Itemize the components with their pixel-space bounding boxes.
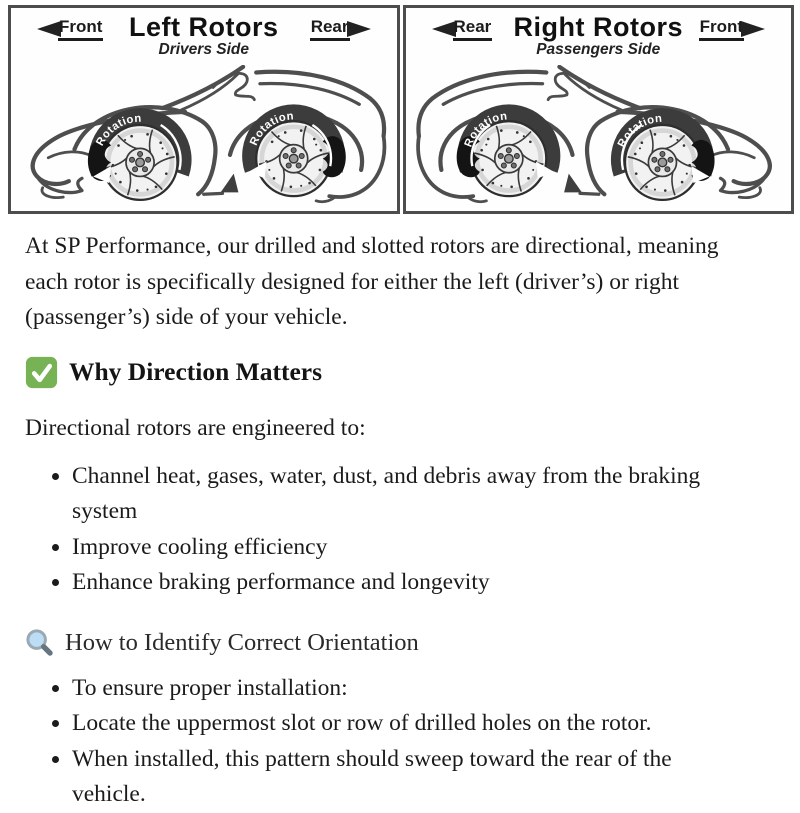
arrow-right-icon bbox=[741, 21, 765, 37]
rear-direction-label: Rear bbox=[310, 17, 371, 41]
rotation-label: Rotation bbox=[615, 112, 663, 150]
magnifying-glass-icon bbox=[25, 628, 55, 658]
left-panel-title: Left Rotors bbox=[129, 12, 279, 42]
heading-text: Why Direction Matters bbox=[69, 357, 323, 386]
lead-paragraph: Directional rotors are engineered to: bbox=[25, 414, 366, 441]
section-heading-why-direction-matters bbox=[25, 356, 760, 389]
front-direction-label: Front bbox=[699, 17, 765, 41]
list-item: • Improve cooling efficiency bbox=[72, 530, 722, 566]
rear-direction-label: Rear bbox=[432, 17, 493, 41]
article-body bbox=[25, 229, 760, 813]
left-rotors-panel bbox=[8, 5, 400, 214]
right-panel-header bbox=[406, 8, 792, 65]
heading-text: How to Identify Correct Orientation bbox=[65, 628, 419, 656]
left-car-illustration bbox=[11, 65, 397, 213]
right-panel-subtitle: Passengers Side bbox=[536, 41, 661, 59]
orientation-list bbox=[25, 671, 760, 813]
list-item: • Locate the uppermost slot or row of drilled holes on the rotor. bbox=[72, 706, 744, 742]
left-panel-subtitle: Drivers Side bbox=[158, 41, 249, 59]
rotation-label: Rotation bbox=[462, 110, 508, 149]
right-car-illustration bbox=[406, 65, 792, 213]
list-item: • Enhance braking performance and longevity bbox=[72, 565, 722, 601]
rotor-direction-figure bbox=[8, 5, 794, 214]
front-direction-label: Front bbox=[37, 17, 103, 41]
intro-paragraph: At SP Performance, our drilled and slotted rotors are directional, meaning each rotor is specifically designed for either the left (driver’s) or right (passenger’s) side of your vehicle. bbox=[25, 233, 719, 330]
list-item: • Channel heat, gases, water, dust, and debris away from the braking system bbox=[72, 459, 722, 530]
section-heading-identify-orientation bbox=[25, 628, 760, 658]
left-panel-header bbox=[11, 8, 397, 65]
rotation-label: Rotation bbox=[247, 110, 295, 148]
check-mark-button-icon bbox=[25, 356, 58, 389]
list-item: • When installed, this pattern should sweep toward the rear of the vehicle. bbox=[72, 742, 744, 813]
arrow-right-icon bbox=[347, 21, 371, 37]
right-rotors-panel bbox=[403, 5, 795, 214]
rotation-label: Rotation bbox=[94, 112, 142, 148]
list-item: • To ensure proper installation: bbox=[72, 671, 744, 707]
right-panel-title: Right Rotors bbox=[513, 12, 683, 42]
benefits-list bbox=[25, 459, 760, 601]
